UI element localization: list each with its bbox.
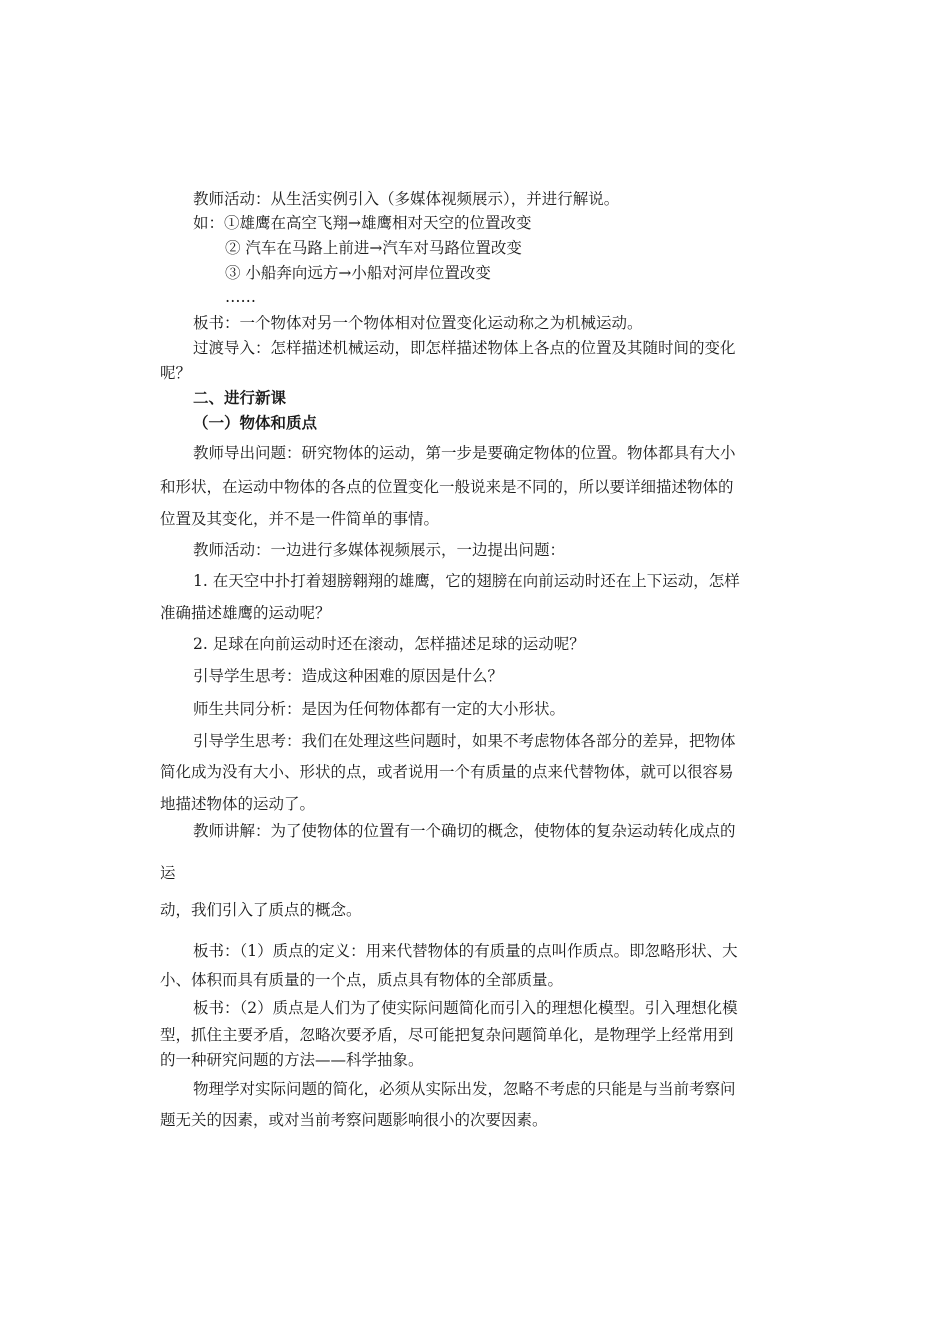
text-line: 呢？ bbox=[160, 364, 192, 382]
text-line: 1. 在天空中扑打着翅膀翱翔的雄鹰，它的翅膀在向前运动时还在上下运动，怎样 bbox=[193, 572, 740, 590]
text-line: 引导学生思考：我们在处理这些问题时，如果不考虑物体各部分的差异，把物体 bbox=[193, 732, 736, 750]
section-heading: 二、进行新课 bbox=[193, 389, 287, 407]
text-line: 教师导出问题：研究物体的运动，第一步是要确定物体的位置。物体都具有大小 bbox=[193, 444, 736, 462]
text-line: 和形状，在运动中物体的各点的位置变化一般说来是不同的，所以要详细描述物体的 bbox=[160, 478, 734, 496]
text-line: ② 汽车在马路上前进→汽车对马路位置改变 bbox=[225, 239, 522, 257]
text-line: …… bbox=[225, 288, 256, 306]
text-line: 板书：（1）质点的定义：用来代替物体的有质量的点叫作质点。即忽略形状、大 bbox=[193, 942, 738, 960]
text-line: 简化成为没有大小、形状的点，或者说用一个有质量的点来代替物体，就可以很容易 bbox=[160, 763, 734, 781]
text-line: 如：①雄鹰在高空飞翔→雄鹰相对天空的位置改变 bbox=[193, 214, 532, 232]
text-line: 地描述物体的运动了。 bbox=[160, 795, 316, 813]
text-line: 位置及其变化，并不是一件简单的事情。 bbox=[160, 510, 440, 528]
text-line: 过渡导入：怎样描述机械运动，即怎样描述物体上各点的位置及其随时间的变化 bbox=[193, 339, 736, 357]
text-line: 型，抓住主要矛盾，忽略次要矛盾，尽可能把复杂问题简单化，是物理学上经常用到 bbox=[160, 1026, 734, 1044]
text-line: 板书：（2）质点是人们为了使实际问题简化而引入的理想化模型。引入理想化模 bbox=[193, 999, 738, 1017]
text-line: 准确描述雄鹰的运动呢？ bbox=[160, 604, 331, 622]
text-line: 2. 足球在向前运动时还在滚动，怎样描述足球的运动呢？ bbox=[193, 635, 585, 653]
text-line: 教师活动：一边进行多媒体视频展示，一边提出问题： bbox=[193, 541, 566, 559]
text-line: 运 bbox=[160, 864, 176, 882]
text-line: ③ 小船奔向远方→小船对河岸位置改变 bbox=[225, 264, 491, 282]
text-line: 小、体积而具有质量的一个点，质点具有物体的全部质量。 bbox=[160, 971, 564, 989]
text-line: 引导学生思考：造成这种困难的原因是什么？ bbox=[193, 667, 504, 685]
text-line: 题无关的因素，或对当前考察问题影响很小的次要因素。 bbox=[160, 1111, 548, 1129]
text-line: 教师讲解：为了使物体的位置有一个确切的概念，使物体的复杂运动转化成点的 bbox=[193, 822, 736, 840]
text-line: 的一种研究问题的方法——科学抽象。 bbox=[160, 1051, 424, 1069]
text-line: 动，我们引入了质点的概念。 bbox=[160, 901, 362, 919]
text-line: 师生共同分析：是因为任何物体都有一定的大小形状。 bbox=[193, 700, 566, 718]
text-line: 物理学对实际问题的简化，必须从实际出发，忽略不考虑的只能是与当前考察问 bbox=[193, 1080, 736, 1098]
text-line: 教师活动：从生活实例引入（多媒体视频展示），并进行解说。 bbox=[193, 190, 620, 208]
subsection-heading: （一）物体和质点 bbox=[193, 414, 318, 432]
text-line: 板书：一个物体对另一个物体相对位置变化运动称之为机械运动。 bbox=[193, 314, 643, 332]
